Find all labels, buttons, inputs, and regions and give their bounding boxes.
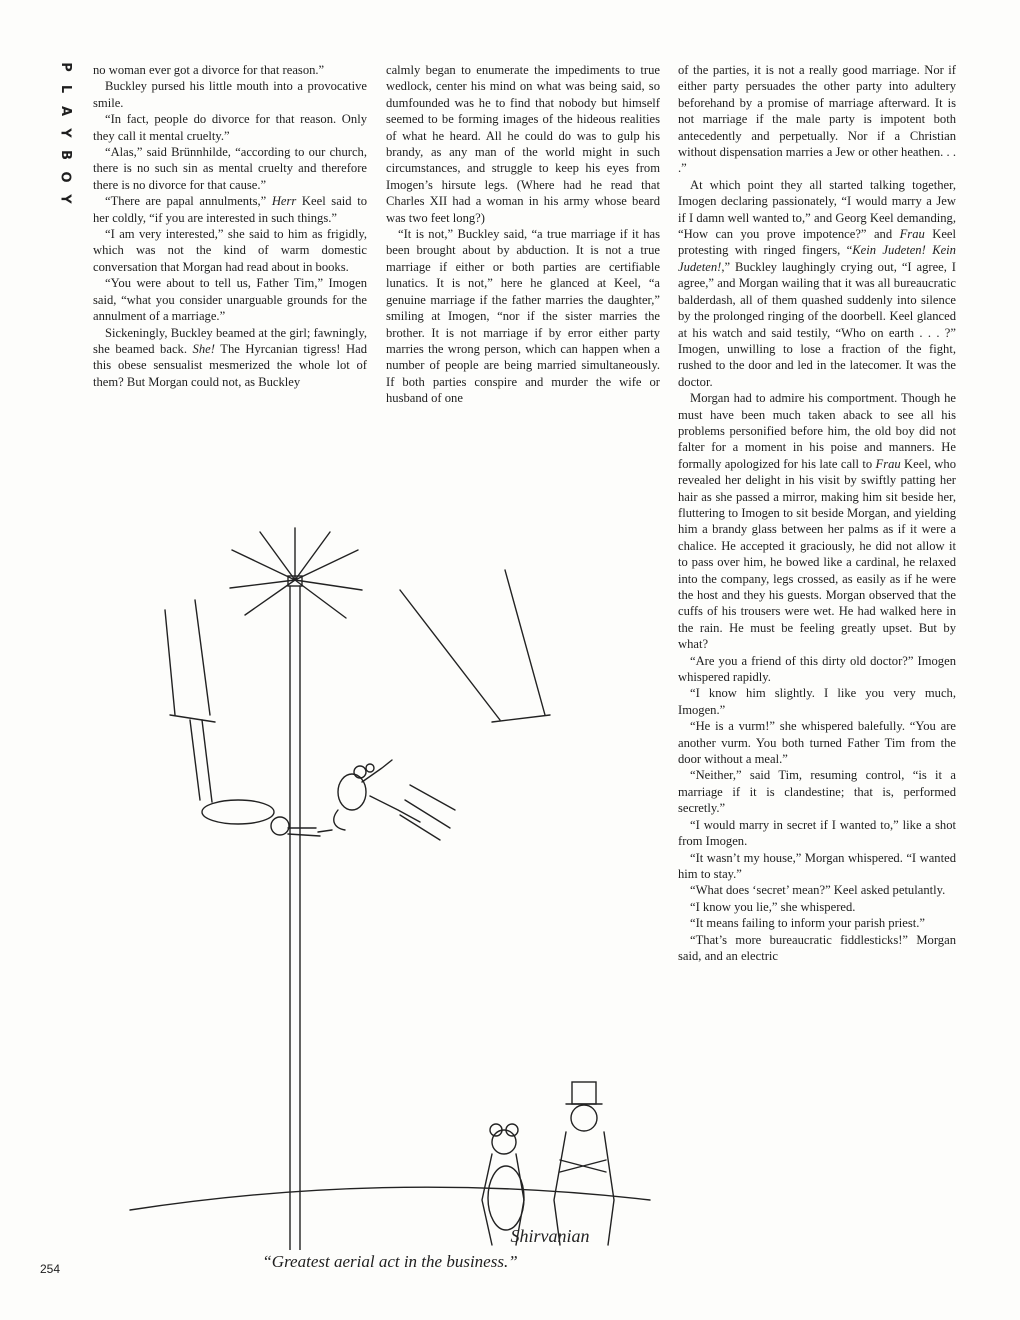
paragraph: “Neither,” said Tim, resuming control, “is it a marriage if it is clandestine; that is, performed secretly.” [678, 768, 956, 816]
masthead-letter: A [58, 105, 73, 117]
masthead-letter: P [58, 62, 73, 72]
paragraph: “I know you lie,” she whispered. [690, 899, 856, 914]
paragraph: “It means failing to inform your parish priest.” [690, 916, 926, 931]
masthead-letter: Y [57, 194, 73, 204]
masthead-letter: O [58, 171, 73, 183]
text-column-1 [93, 62, 367, 390]
text-column-2 [386, 62, 660, 407]
female-acrobat [318, 760, 420, 832]
masthead [54, 56, 76, 210]
pole-top-burst [230, 528, 362, 618]
paragraph: “Are you a friend of this dirty old doctor?” Imogen whispered rapidly. [678, 653, 956, 685]
paragraph: no woman ever got a divorce for that reason.” [93, 63, 325, 77]
paragraph: Buckley pursed his little mouth into a provocative smile. [93, 79, 367, 110]
paragraph: Morgan had to admire his comportment. Though he must have been much taken aback to see all his problems personified before him, the old boy did not falter for a moment in his poise and manners. He formally apologized for his late call to Frau Keel, who revealed her delight in his visit by swiftly patting her hair as she passed a mirror, making him sit beside her, fluttering to Imogen to sit beside Morgan, and yielding him a brandy glass between her palms as if it were a chalice. He accepted it graciously, he did not allow it to pass over him, he bowed like a cardinal, he relaxed into the company, legs crossed, as easily as if he were the host and they his guests. Morgan observed that the cuffs of his trousers were wet. He had walked here in the rain. He must be feeling greatly upset. But by what? [678, 391, 956, 652]
cartoonist-signature: Shirvanian [510, 1226, 590, 1246]
ringmaster-figure [554, 1082, 614, 1245]
paragraph: “I am very interested,” she said to him as frigidly, which was not the kind of warm domestic conversation that Morgan had read about in books. [93, 227, 367, 274]
cartoon-illustration [120, 510, 660, 1250]
paragraph: “Alas,” said Brünnhilde, “according to our church, there is no such sin as mental cruelty and therefore there is no divorce for that cause.” [93, 145, 367, 192]
paragraph: calmly began to enumerate the impediments to true wedlock, center his mind on what was being said, so dumfounded was he to find that nobody but himself seemed to be forming images of the hideous realities of what he heard. All he could do was to gulp his brandy, as any man of the world might in such circumstances, and struggle to keep his eyes from Imogen’s hirsute legs. (Where had he read that Charles XII had a woman in his army whose beard was two feet long?) [386, 63, 660, 225]
masthead-letter: Y [57, 128, 73, 138]
paragraph: “In fact, people do divorce for that reason. Only they call it mental cruelty.” [93, 112, 367, 143]
text-column-3 [678, 62, 956, 964]
paragraph: Sickeningly, Buckley beamed at the girl; fawningly, she beamed back. She! The Hyrcanian tigress! Had this obese sensualist mesmerized the whole lot of them? But Morgan could not, as Buckley [93, 325, 367, 389]
paragraph: “What does ‘secret’ mean?” Keel asked petulantly. [690, 883, 946, 898]
masthead-letter: L [57, 84, 73, 94]
paragraph: “It is not,” Buckley said, “a true marriage if it has been brought about by abduction. It is not a true marriage if either or both parties are certifiable lunatics. It is not,” here he glanced at Keel, “a genuine marriage if the father marries the daughter,” smiling at Imogen, “nor if the sister marries the brother. It is not marriage if by error either party marries the wrong person, which can happen when a number of people are being married simultaneously. If both parties conspire and murder the wife or husband of one [386, 227, 660, 406]
paragraph: “You were about to tell us, Father Tim,” Imogen said, “what you consider unarguable grounds for the annulment of a marriage.” [93, 276, 367, 324]
paragraph: “That’s more bureaucratic fiddlesticks!” Morgan said, and an electric [678, 932, 956, 963]
paragraph: “I know him slightly. I like you very much, Imogen.” [678, 686, 956, 717]
cartoon-caption: “Greatest aerial act in the business.” [262, 1252, 518, 1271]
paragraph: At which point they all started talking together, Imogen declaring passionately, “I would marry a Jew if I damn well wanted to,” and Georg Keel demanding, “How can you prove impotence?” and Frau Keel protesting with ringed fingers, “Kein Judeten! Kein Judeten!,” Buckley laughingly crying out, “I agree, I agree,” and Morgan wailing that it was all bureaucratic balderdash, all of them quashed suddenly into silence by the prolonged ringing of the doorbell. Keel glanced at his watch and said testily, “Who on earth . . . ?” Imogen, unwilling to lose a fraction of the fight, rushed to the door and led in the latecomer. It was the doctor. [678, 177, 956, 389]
page-number: 254 [40, 1262, 61, 1276]
paragraph: “There are papal annulments,” Herr Keel said to her coldly, “if you are interested in such things.” [93, 194, 367, 225]
masthead-letter: B [57, 150, 73, 160]
paragraph: “I would marry in secret if I wanted to,” like a shot from Imogen. [678, 817, 956, 849]
paragraph: “It wasn’t my house,” Morgan whispered. “I wanted him to stay.” [678, 850, 956, 881]
paragraph: “He is a vurm!” she whispered balefully. “You are another vurm. You both turned Father Tim from the door without a meal.” [678, 719, 956, 767]
paragraph: of the parties, it is not a really good marriage. Nor if either party persuades the other party into adultery beforehand by a promise of marriage afterward. It is not marriage if the male party is impotent both antecedently and perpetually. Nor if a Christian without dispensation marries a Jew or other heathen. . . .” [678, 63, 956, 176]
